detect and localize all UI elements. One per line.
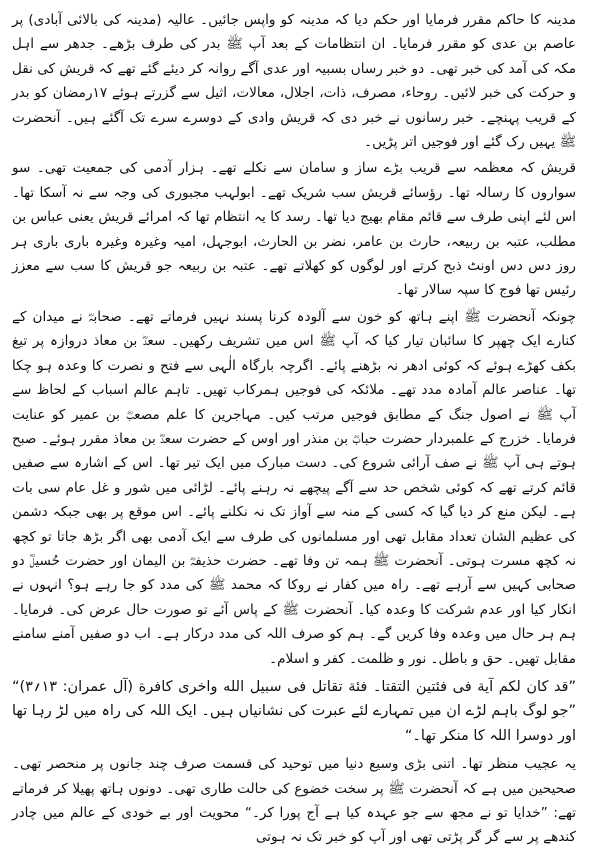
paragraph-3: چونکہ آنحضرت ﷺ اپنے ہاتھ کو خون سے آلودہ کرنا پسند نہیں فرماتے تھے۔ صحابہؓ نے میدان کے کنارے ایک چھپر کا سائبان تیار کیا کہ آپ ﷺ اس میں تشریف رکھیں۔ سعدؓ بن معاذ دروازہ پر تیغ بکف کھڑے ہوئے کہ کوئی ادھر نہ بڑھنے پائے۔ اگرچہ بارگاہ الٰہی سے فتح و نصرت کا وعدہ ہو چکا تھا۔ عناصر عالم آمادہ مدد تھے۔ ملائکہ کی فوجیں ہمرکاب تھیں۔ تاہم عالم اسباب کے لحاظ سے آپ ﷺ نے اصول جنگ کے مطابق فوجیں مرتب کیں۔ مہاجرین کا علم مصعبؓ بن عمیر کو عنایت فرمایا۔ خزرج کے علمبردار حضرت حبابؓ بن منذر اور اوس کے حضرت سعدؓ بن معاذ مقرر ہوئے۔ صبح ہوتے ہی آپ ﷺ نے صف آرائی شروع کی۔ دست مبارک میں ایک تیر تھا۔ اس کے اشارہ سے صفیں قائم کرتے تھے کہ کوئی شخص حد سے آگے پیچھے نہ رہنے پائے۔ لڑائی میں شور و غل عام سی بات ہے۔ لیکن منع کر دیا گیا کہ کسی کے منہ سے آواز تک نہ نکلنے پائے۔ اس موقع پر بھی جبکہ دشمن کی عظیم الشان تعداد مقابل تھی اور مسلمانوں کی طرف سے ایک آدمی بھی اگر بڑھ جاتا تو کچھ نہ کچھ مسرت ہوتی۔ آنحضرت ﷺ ہمہ تن وفا تھے۔ حضرت حذیفہؓ بن الیمان اور حضرت حُسیلؓ دو صحابی کہیں سے آرہے تھے۔ راہ میں کفار نے روکا کہ محمد ﷺ کی مدد کو جا رہے ہو؟ انہوں نے انکار کیا اور عدم شرکت کا وعدہ کیا۔ آنحضرت ﷺ کے پاس آئے تو صورت حال عرض کی۔ فرمایا۔ ہم ہر حال میں وعدہ وفا کریں گے۔ ہم کو صرف اللہ کی مدد درکار ہے۔ اب دو صفیں آمنے سامنے مقابل تھیں۔ حق و باطل۔ نور و ظلمت۔ کفر و اسلام۔ bbox=[12, 308, 576, 667]
quran-quote: ”قد کان لکم آیة فی فئتین التقتا۔ فئة تقاتل فی سبیل الله واخری کافرة (آل عمران: ۱۳؍۳)“ ”جو لوگ باہم لڑے ان میں تمہارے لئے عبرت کی نشانیاں ہیں۔ ایک اللہ کی راہ میں لڑ رہا تھا اور دوسرا اللہ کا منکر تھا۔“ bbox=[12, 678, 576, 744]
paragraph-1: مدینہ کا حاکم مقرر فرمایا اور حکم دیا کہ مدینہ کو واپس جائیں۔ عالیہ (مدینہ کی بالائی آبادی) پر عاصم بن عدی کو مقرر فرمایا۔ ان انتظامات کے بعد آپ ﷺ بدر کی طرف بڑھے۔ جدھر سے اہل مکہ کی آمد کی خبر تھی۔ دو خبر رساں بسبیہ اور عدی آگے روانہ کر دیئے گئے تھے کہ قریش کی نقل و حرکت کی خبر لائیں۔ روحاء، مصرف، ذات، اجلال، معالات، اثیل سے گزرتے ہوئے ۱۷رمضان کو بدر کے قریب پہنچے۔ خبر رسانوں نے خبر دی کہ قریش وادی کے دوسرے سرے تک آگئے ہیں۔ آنحضرت ﷺ یہیں رک گئے اور فوجیں اتر پڑیں۔ bbox=[12, 12, 576, 151]
closing-paragraph: یہ عجیب منظر تھا۔ اتنی بڑی وسیع دنیا میں توحید کی قسمت صرف چند جانوں پر منحصر تھی۔ صحیحین میں ہے کہ آنحضرت ﷺ پر سخت خضوع کی حالت طاری تھی۔ دونوں ہاتھ پھیلا کر فرماتے تھے: ”خدایا تو نے مجھ سے جو عہدہ کیا ہے آج پورا کر۔“ محویت اور بے خودی کے عالم میں چادر کندھے پر سے گر گر پڑتی تھی اور آپ کو خبر تک نہ ہوتی bbox=[12, 756, 576, 846]
paragraph-2: قریش کہ معظمہ سے قریب بڑے ساز و سامان سے نکلے تھے۔ ہزار آدمی کی جمعیت تھی۔ سو سواروں کا رسالہ تھا۔ رؤسائے قریش سب شریک تھے۔ ابولہب مجبوری کی وجہ سے نہ آسکا تھا۔ اس لئے اپنی طرف سے قائم مقام بھیج دیا تھا۔ رسد کا یہ انتظام تھا کہ امرائے قریش یعنی عباس بن مطلب، عتبہ بن ربیعہ، حارث بن عامر، نضر بن الحارث، ابوجہل، امیہ وغیرہ وغیرہ باری باری ہر روز دس دس اونٹ ذبح کرتے اور لوگوں کو کھلاتے تھے۔ عتبہ بن ربیعہ جو قریش کا سب سے معزز رئیس تھا فوج کا سپہ سالار تھا۔ bbox=[12, 160, 576, 299]
